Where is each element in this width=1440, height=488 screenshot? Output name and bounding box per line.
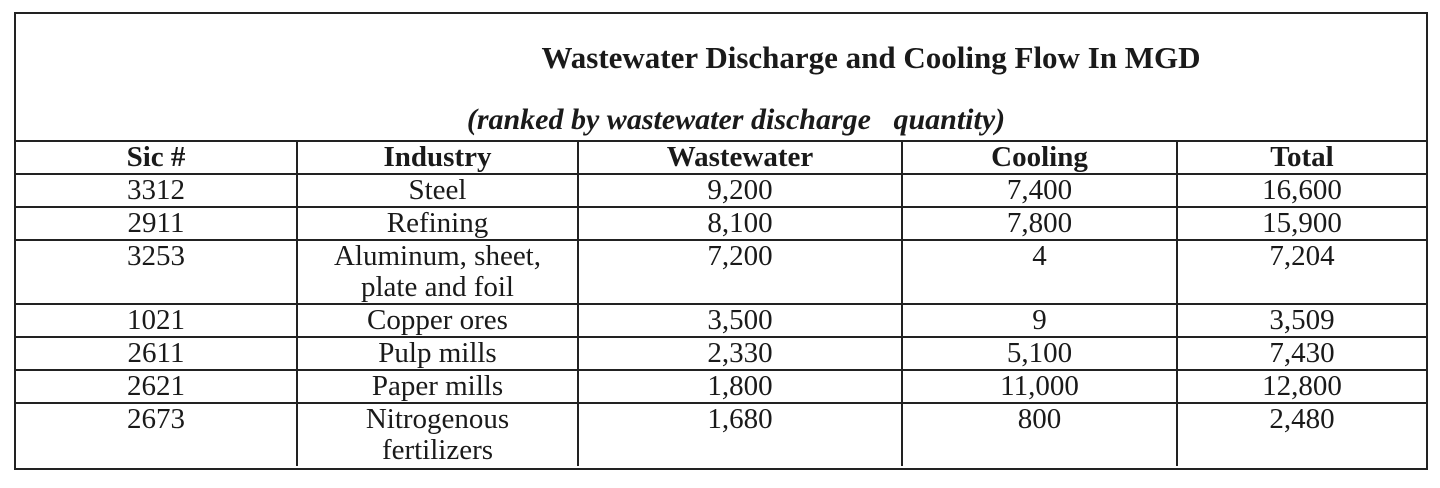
industry-cell: Copper ores — [297, 304, 578, 337]
industry-cell: Aluminum, sheet, plate and foil — [297, 240, 578, 304]
sic-cell: 2911 — [16, 207, 297, 240]
wastewater-cell: 8,100 — [578, 207, 902, 240]
cooling-cell: 5,100 — [902, 337, 1177, 370]
table-title: Wastewater Discharge and Cooling Flow In MGD — [541, 40, 1201, 75]
industry-cell: Paper mills — [297, 370, 578, 403]
wastewater-cell: 2,330 — [578, 337, 902, 370]
wastewater-cell: 1,680 — [578, 403, 902, 466]
table-subtitle: (ranked by wastewater discharge quantity) — [466, 103, 1006, 136]
table-row — [16, 207, 1426, 240]
total-cell: 2,480 — [1177, 403, 1426, 466]
column-header-sic: Sic # — [16, 141, 297, 174]
cooling-cell: 4 — [902, 240, 1177, 304]
wastewater-cell: 3,500 — [578, 304, 902, 337]
sic-cell: 3253 — [16, 240, 297, 304]
sic-cell: 3312 — [16, 174, 297, 207]
column-header-wastewater: Wastewater — [578, 141, 902, 174]
table-row — [16, 304, 1426, 337]
table-row — [16, 240, 1426, 304]
header-row — [16, 141, 1426, 174]
table-row — [16, 337, 1426, 370]
wastewater-cell: 7,200 — [578, 240, 902, 304]
cooling-cell: 11,000 — [902, 370, 1177, 403]
column-header-cooling: Cooling — [902, 141, 1177, 174]
column-header-total: Total — [1177, 141, 1426, 174]
sic-cell: 1021 — [16, 304, 297, 337]
cooling-cell: 7,400 — [902, 174, 1177, 207]
wastewater-cell: 1,800 — [578, 370, 902, 403]
total-cell: 3,509 — [1177, 304, 1426, 337]
table-frame — [14, 12, 1428, 470]
total-cell: 7,430 — [1177, 337, 1426, 370]
column-header-industry: Industry — [297, 141, 578, 174]
cooling-cell: 7,800 — [902, 207, 1177, 240]
sic-cell: 2611 — [16, 337, 297, 370]
total-cell: 7,204 — [1177, 240, 1426, 304]
data-table — [16, 140, 1426, 466]
table-row — [16, 174, 1426, 207]
table-row — [16, 403, 1426, 466]
total-cell: 16,600 — [1177, 174, 1426, 207]
industry-cell: Refining — [297, 207, 578, 240]
total-cell: 12,800 — [1177, 370, 1426, 403]
sic-cell: 2621 — [16, 370, 297, 403]
industry-cell: Nitrogenous fertilizers — [297, 403, 578, 466]
industry-cell: Steel — [297, 174, 578, 207]
cooling-cell: 9 — [902, 304, 1177, 337]
sic-cell: 2673 — [16, 403, 297, 466]
table-row — [16, 370, 1426, 403]
cooling-cell: 800 — [902, 403, 1177, 466]
industry-cell: Pulp mills — [297, 337, 578, 370]
wastewater-cell: 9,200 — [578, 174, 902, 207]
total-cell: 15,900 — [1177, 207, 1426, 240]
